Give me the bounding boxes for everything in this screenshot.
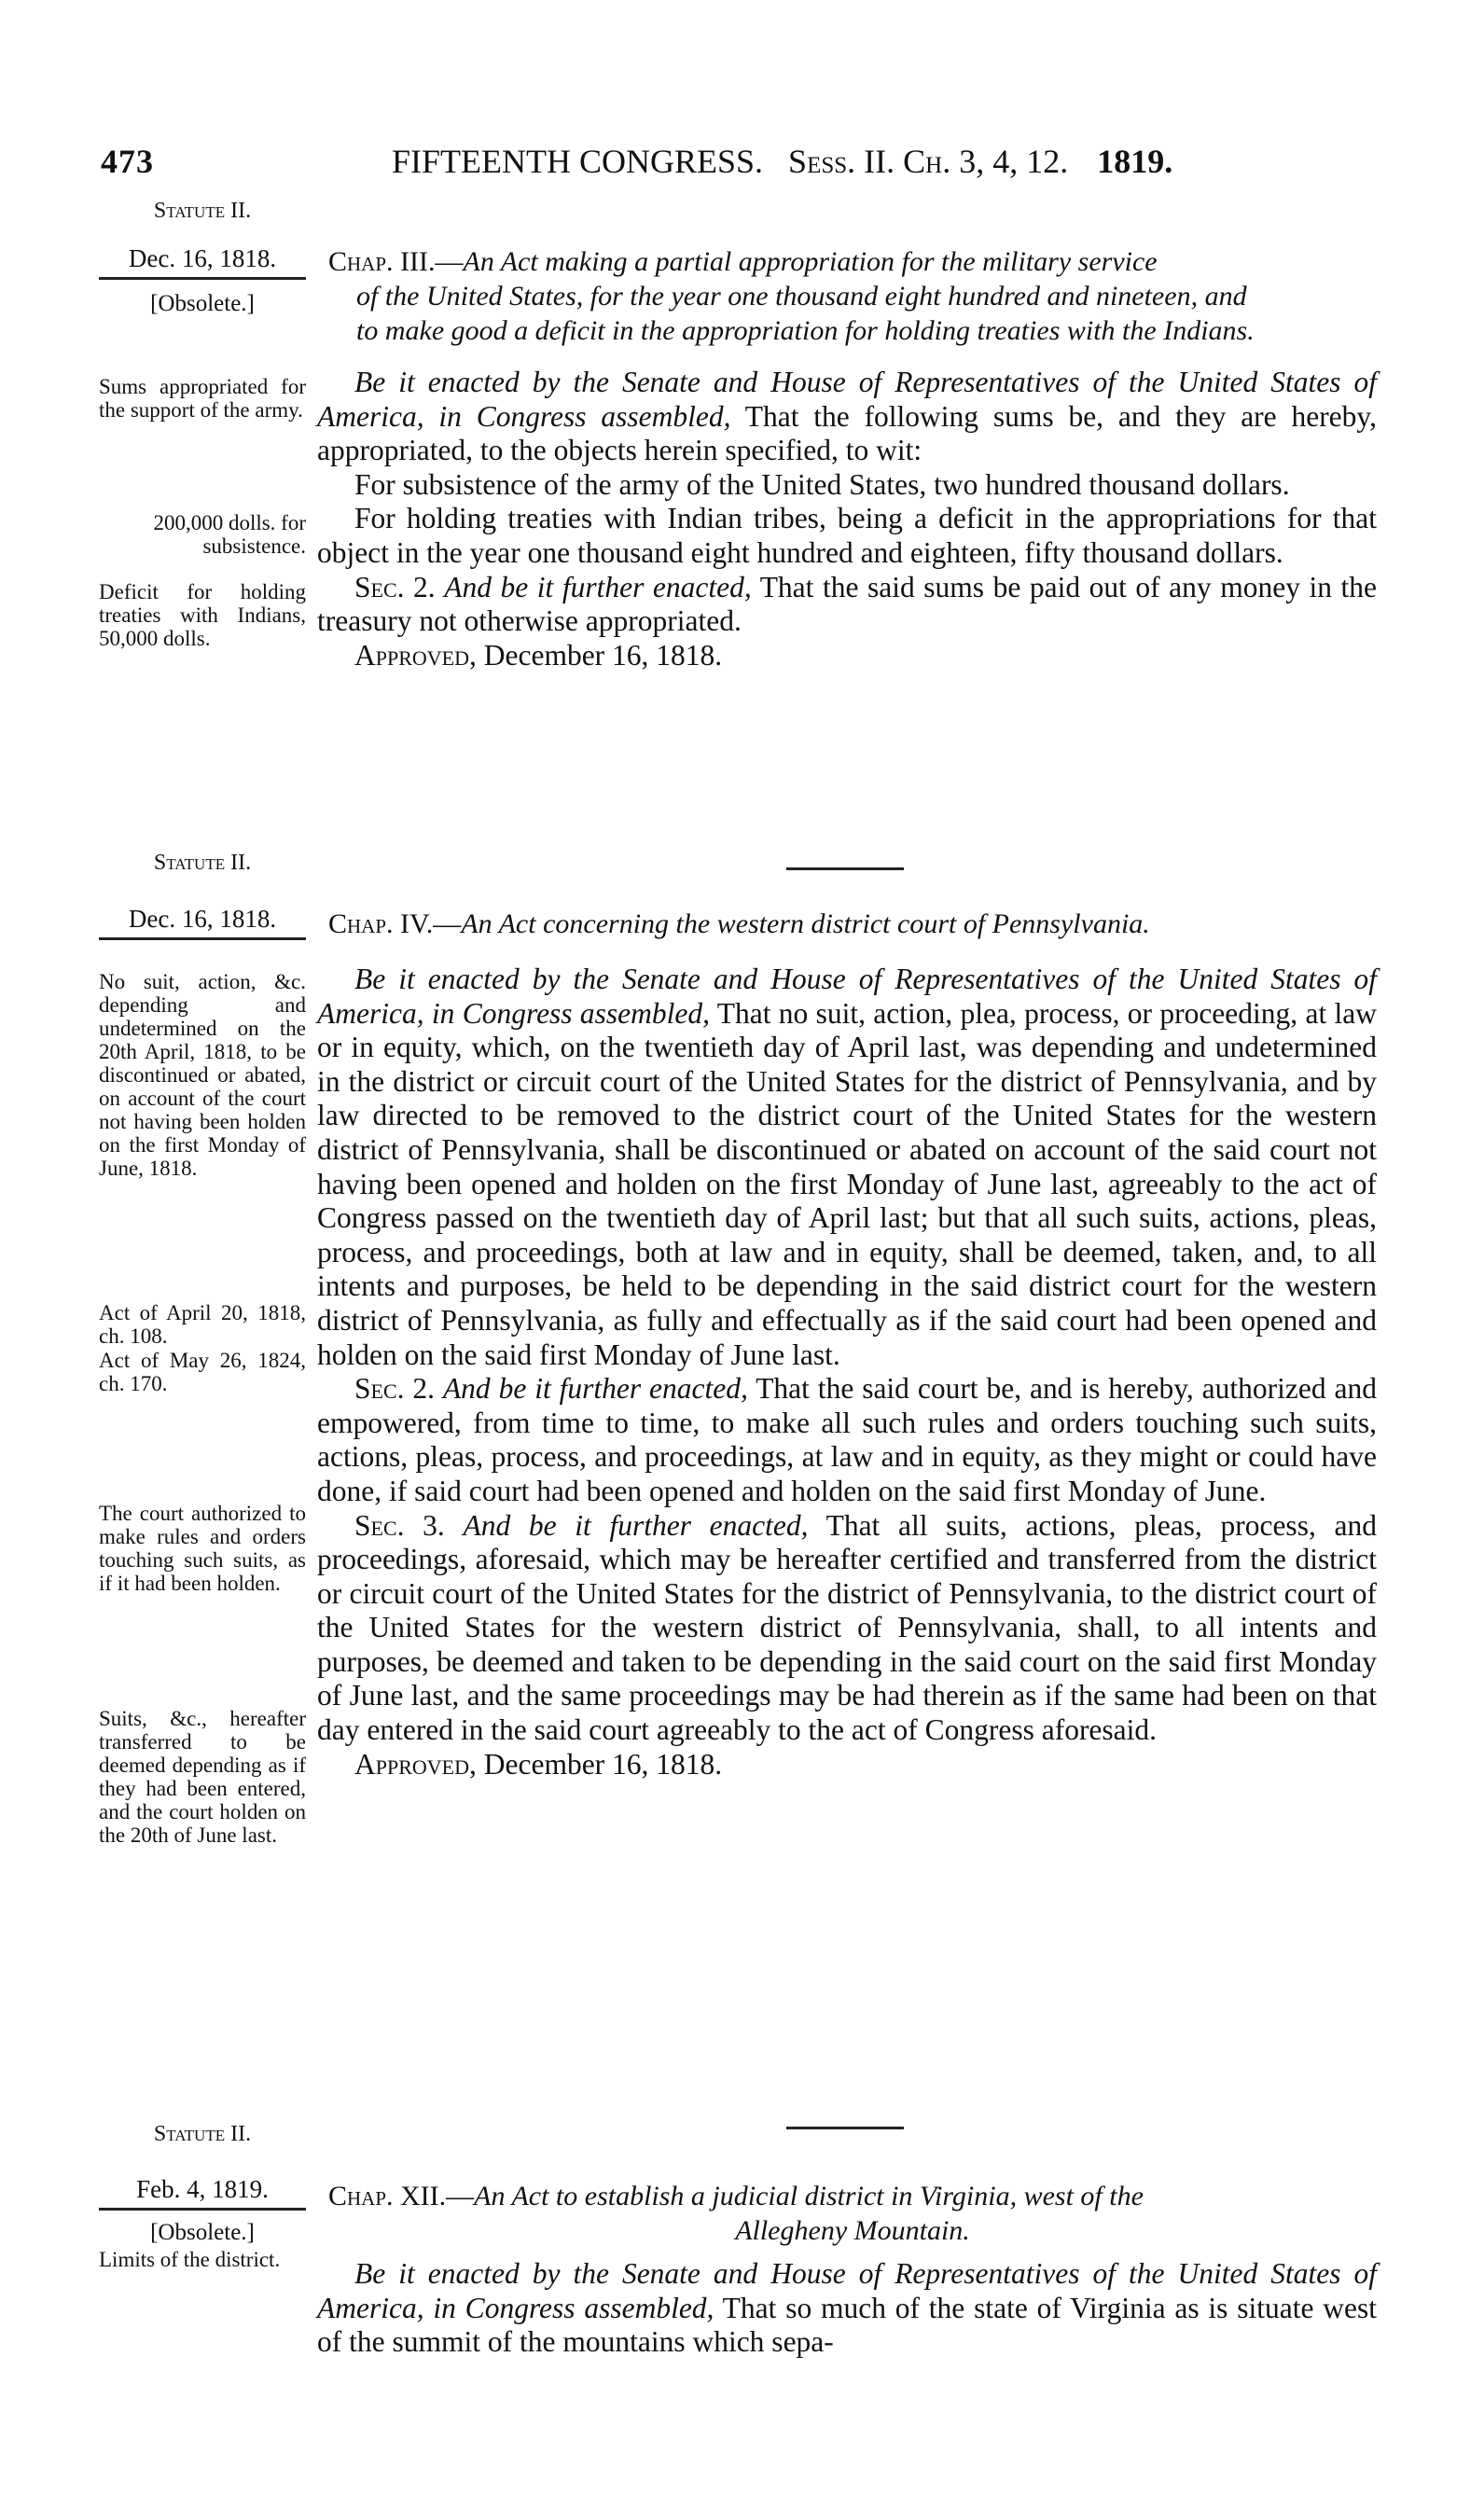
paragraph: For holding treaties with Indian tribes, being a deficit in the appropriations for that object in the year one thousand eight hundred and eighteen, fifty thousand dollars. [317, 502, 1377, 569]
statute-label: Statute II. [153, 2122, 252, 2146]
margin-note: The court authorized to make rules and orders touching such suits, as if it had been holden. [99, 1502, 306, 1595]
section-text: That the said court be, and is hereby, authorized and empowered, from time to time, to make all such rules and orders touching such suits, actions, pleas, process, and proceedings, at law and in equity, as they might or could have done, if said court had been opened and holden on the said first Monday of June. [317, 1372, 1378, 1507]
chapter-title [328, 907, 1377, 941]
obsolete-note: [Obsolete.] [150, 291, 255, 316]
statute-label: Statute II. [153, 851, 252, 875]
margin-note: Sums appropriated for the support of the army. [99, 375, 306, 422]
chapter-title-line: An Act making a partial appropriation for the military service [463, 246, 1158, 277]
section-enact: And be it further enacted, [463, 1508, 809, 1542]
margin-note: No suit, action, &c. depending and undetermined on the 20th April, 1818, to be discontinued or abated, on account of the court not having been holden on the first Monday of June, 1818. [99, 970, 306, 1180]
enacting-clause: Be it enacted by the Senate and House of Representatives of the United States of America, in Congress assembled, [317, 2257, 1377, 2324]
chapter-label: Chap. XII.— [328, 2181, 475, 2211]
approved-label: Approved, [354, 1747, 477, 1781]
chapter-title [328, 244, 1377, 348]
enacting-clause: Be it enacted by the Senate and House of Representatives of the United States of America, in Congress assembled, [317, 963, 1377, 1030]
paragraph-text: That no suit, action, plea, process, or proceeding, at law or in equity, which, on the twentieth day of April last, was depending and undetermined in the district or circuit court of the United States for the district of Pennsylvania, and by law directed to be removed to the district court of the United States for the western district of Pennsylvania, shall be discontinued or abated on account of the said court not having been opened and holden on the first Monday of June last, agreeably to the act of Congress passed on the twentieth day of April last; but that all such suits, actions, pleas, process, and proceedings, both at law and in equity, shall be deemed, taken, and, to all intents and purposes, be held to be depending in the said district court for the western district of Pennsylvania, as fully and effectually as if the said court had been opened and holden on the said first Monday of June last. [317, 996, 1377, 1371]
section-enact: And be it further enacted, [442, 1372, 748, 1406]
approved-line [317, 1748, 1377, 1782]
act-body [317, 2257, 1377, 2360]
section-divider [786, 2127, 904, 2129]
margin-note: Deficit for holding treaties with Indians, 50,000 dolls. [99, 580, 306, 650]
act-body [317, 963, 1377, 1781]
section-text: That the said sums be paid out of any money in the treasury not otherwise appropriated. [317, 570, 1378, 638]
paragraph-text: That the following sums be, and they are hereby, appropriated, to the objects herein specified, to wit: [317, 399, 1377, 467]
chapter-title-line: An Act to establish a judicial district in Virginia, west of the [474, 2181, 1144, 2211]
year-label: 1819. [1097, 143, 1173, 180]
paragraph-text: That so much of the state of Virginia as is situate west of the summit of the mountains which sepa- [317, 2291, 1377, 2359]
margin-note: Limits of the district. [99, 2248, 281, 2271]
chapter-title-text: An Act concerning the western district court of Pennsylvania. [461, 908, 1150, 939]
margin-note: Act of April 20, 1818, ch. 108. [99, 1301, 306, 1348]
act-body [317, 366, 1377, 672]
statute-label: Statute II. [153, 199, 252, 223]
section-label: Sec. 2. [354, 1372, 436, 1406]
enacting-paragraph [317, 366, 1377, 468]
page-number: 473 [101, 143, 154, 180]
section [317, 571, 1377, 639]
margin-note: 200,000 dolls. for subsistence. [153, 511, 306, 558]
section [317, 1509, 1377, 1748]
chapter-title-line: of the United States, for the year one thousand eight hundred and nineteen, and [356, 281, 1247, 312]
act-date: Dec. 16, 1818. [99, 244, 306, 280]
act-date: Feb. 4, 1819. [99, 2175, 306, 2211]
enacting-paragraph [317, 2257, 1377, 2360]
section [317, 1372, 1377, 1508]
approved-label: Approved, [354, 638, 477, 672]
act-date: Dec. 16, 1818. [99, 905, 306, 940]
approved-date: December 16, 1818. [483, 638, 723, 672]
congress-title: FIFTEENTH CONGRESS. [392, 143, 764, 180]
chapters-label: Ch. 3, 4, 12. [903, 143, 1069, 180]
section-enact: And be it further enacted, [444, 570, 752, 603]
chapter-label: Chap. III.— [328, 246, 464, 277]
section-text: That all suits, actions, pleas, process, and proceedings, aforesaid, which may be hereafter certified and transferred from the district or circuit court of the United States for the district of Pennsylvania, to the district court of the United States for the western district of Pennsylvania, shall, to all intents and purposes, be deemed and taken to be depending in the said court on the said first Monday of June last, and the same proceedings may be had therein as if the same had been on that day entered in the said court agreeably to the act of Congress aforesaid. [317, 1508, 1377, 1747]
chapter-label: Chap. IV.— [328, 908, 462, 939]
section-divider [786, 867, 904, 870]
section-label: Sec. 3. [354, 1508, 445, 1542]
session-label: Sess. II. [788, 143, 895, 180]
chapter-title-line: Allegheny Mountain. [735, 2215, 970, 2246]
chapter-title [328, 2179, 1377, 2248]
chapter-title-line: to make good a deficit in the appropriation for holding treaties with the Indians. [356, 315, 1255, 346]
enacting-clause: Be it enacted by the Senate and House of Representatives of the United States of America, in Congress assembled, [317, 366, 1377, 433]
paragraph: For subsistence of the army of the United States, two hundred thousand dollars. [354, 467, 1290, 501]
margin-note: Suits, &c., hereafter transferred to be deemed depending as if they had been entered, and the court holden on the 20th of June last. [99, 1707, 306, 1847]
obsolete-note: [Obsolete.] [150, 2220, 255, 2245]
running-header [392, 142, 1380, 181]
section-label: Sec. 2. [354, 570, 436, 603]
enacting-paragraph [317, 963, 1377, 1372]
approved-date: December 16, 1818. [483, 1747, 723, 1781]
approved-line [317, 639, 1377, 673]
margin-note: Act of May 26, 1824, ch. 170. [99, 1349, 306, 1395]
